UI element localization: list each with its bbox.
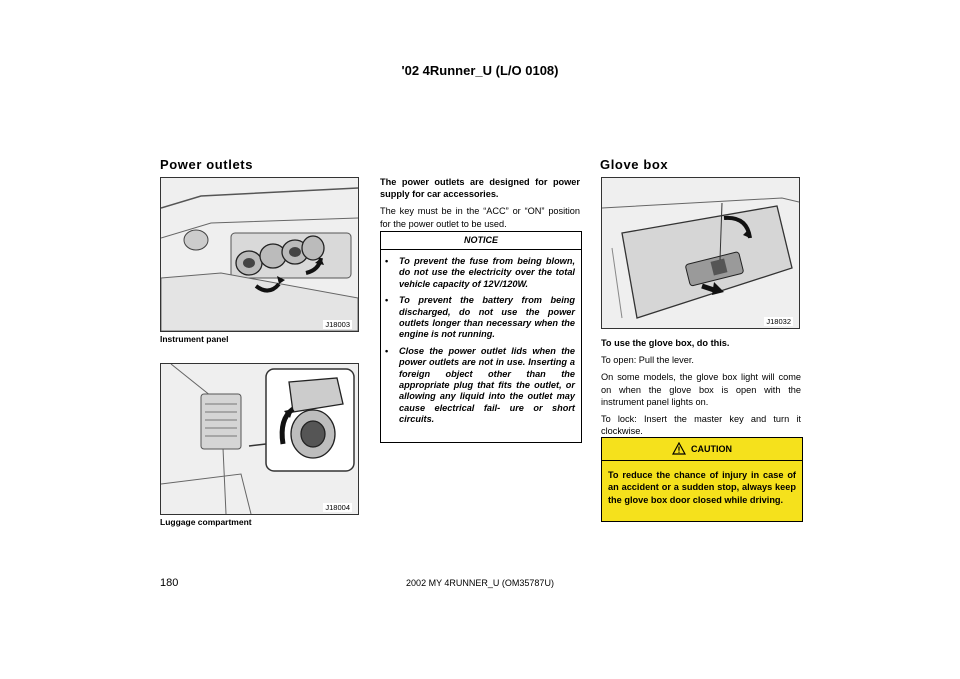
notice-bullet: • <box>385 345 389 356</box>
caution-text: To reduce the chance of injury in case of an accident or a sudden stop, always keep the glove box door closed while driving. <box>608 470 796 505</box>
notice-item-text: To prevent the battery from being discharged, do not use the power outlets longer than necessary when the engine is not running. <box>399 295 575 340</box>
figure-caption-instrument-panel: Instrument panel <box>160 334 229 344</box>
notice-item <box>385 256 575 290</box>
figure-code-j18032: J18032 <box>766 317 791 326</box>
glove-box-paragraph: To open: Pull the lever. <box>601 355 694 366</box>
glove-box-paragraph: To lock: Insert the master key and turn it clockwise. <box>601 414 801 437</box>
notice-bullet: • <box>385 295 389 306</box>
glove-box-instructions <box>601 337 801 442</box>
instrument-panel-illustration <box>161 178 358 331</box>
footer-model-code: 2002 MY 4RUNNER_U (OM35787U) <box>406 578 554 588</box>
notice-title: NOTICE <box>381 232 581 250</box>
notice-box <box>380 231 582 443</box>
caution-title: CAUTION <box>691 443 732 454</box>
glove-box-illustration <box>602 178 799 328</box>
warning-triangle-icon <box>672 442 686 455</box>
instrument-panel-figure <box>160 177 359 332</box>
intro-key-paragraph: The key must be in the “ACC” or “ON” position for the power outlet to be used. <box>380 206 580 229</box>
caution-header <box>602 438 802 461</box>
figure-code-j18004: J18004 <box>325 503 350 512</box>
luggage-compartment-figure <box>160 363 359 515</box>
notice-bullet: • <box>385 256 389 266</box>
notice-item <box>385 346 575 426</box>
glove-box-figure <box>601 177 800 329</box>
notice-item-text: Close the power outlet lids when the power outlets are not in use. Inserting a foreign object other than the appropriate plug that fits the outlet, or allowing any liquid into the outlet may cause electrical fail- ure or short circuits. <box>399 345 575 425</box>
figure-caption-luggage-compartment: Luggage compartment <box>160 517 252 527</box>
notice-item <box>385 295 575 341</box>
notice-item-text: To prevent the fuse from being blown, do not use the electricity over the total vehicle capacity of 12V/120W. <box>399 256 575 289</box>
section-title-power-outlets: Power outlets <box>160 157 254 172</box>
luggage-outlet-illustration <box>161 364 358 514</box>
power-outlet-intro <box>380 176 580 235</box>
glove-box-paragraph: On some models, the glove box light will come on when the glove box is open with the instrument panel lights on. <box>601 372 801 407</box>
page-number: 180 <box>160 577 179 589</box>
figure-code-j18003: J18003 <box>325 320 350 329</box>
section-title-glove-box: Glove box <box>600 157 669 172</box>
caution-box <box>601 437 803 522</box>
intro-bold-paragraph: The power outlets are designed for power supply for car accessories. <box>380 177 580 200</box>
page-header-title: '02 4Runner_U (L/O 0108) <box>401 63 559 78</box>
glove-box-heading: To use the glove box, do this. <box>601 338 730 348</box>
